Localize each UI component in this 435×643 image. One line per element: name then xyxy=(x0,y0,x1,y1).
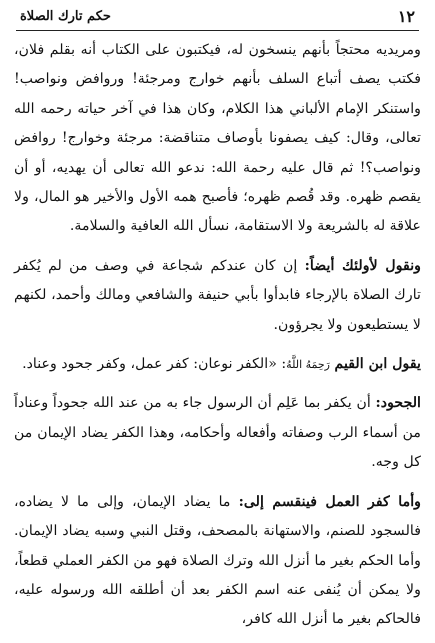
paragraph-3 xyxy=(14,350,421,379)
paragraph-1 xyxy=(14,36,421,242)
paragraph-2 xyxy=(14,252,421,340)
paragraph-lead: وأما كفر العمل فينقسم إلى: xyxy=(238,493,421,510)
paragraph-5 xyxy=(14,488,421,635)
page-body xyxy=(14,36,421,641)
page-number: ١٢ xyxy=(397,7,415,26)
paragraph-lead: ونقول لأولئك أيضاً: xyxy=(304,257,422,274)
paragraph-lead: الجحود: xyxy=(375,395,421,412)
paragraph-text: ما يضاد الإيمان، وإلى ما لا يضاده، فالسجود للصنم، والاستهانة بالمصحف، وقتل النبي وسبه يضاد الإيمان. وأما الحكم بغير ما أنزل الله وترك الصلاة فهو من الكفر العملي قطعاً، ولا يمكن أن يُنفى عنه اسم الكفر بعد أن أطلقه الله ورسوله عليه، فالحاكم بغير ما أنزل الله كافر، xyxy=(14,493,421,628)
paragraph-text: أن يكفر بما عَلِم أن الرسول جاء به من عند الله جحوداً وعناداً من أسماء الرب وصفاته وأفعاله وأحكامه، وهذا الكفر يضاد الإيمان من كل وجه. xyxy=(14,395,421,471)
paragraph-text: ومريديه محتجاً بأنهم ينسخون له، فيكتبون على الكتاب أنه بقلم فلان، فكتب يصف أتباع السلف بأنهم خوارج ومرجئة! وروافض ونواصب! واستنكر الإمام الألباني هذا الكلام، وكان هذا في آخر حياته رحمه الله تعالى، وقال: كيف يصفونا بأوصاف متناقضة: مرجئة وخوارج! روافض ونواصب؟! ثم قال عليه رحمة الله: ندعو الله تعالى أن يهديه، أو أن يقصم ظهره. وقد قُصم ظهره؛ فأصبح همه الأول والأخير هو المال، ولا علاقة له بالشريعة ولا الاستقامة، نسأل الله العافية والسلامة. xyxy=(14,42,421,235)
running-title: حكم تارك الصلاة xyxy=(20,9,111,24)
paragraph-text: إن كان عندكم شجاعة في وصف من لم يُكفر تارك الصلاة بالإرجاء فابدأوا بأبي حنيفة والشافعي ومالك وأحمد، لكنهم لا يستطيعون ولا يجرؤون. xyxy=(14,257,421,333)
paragraph-text: : «الكفر نوعان: كفر عمل، وكفر جحود وعناد. xyxy=(22,356,287,373)
paragraph-lead: يقول ابن القيم xyxy=(334,356,421,373)
honorific: رَحِمَهُ اللَّهُ xyxy=(286,358,330,372)
paragraph-4 xyxy=(14,389,421,477)
page-header xyxy=(16,6,419,31)
